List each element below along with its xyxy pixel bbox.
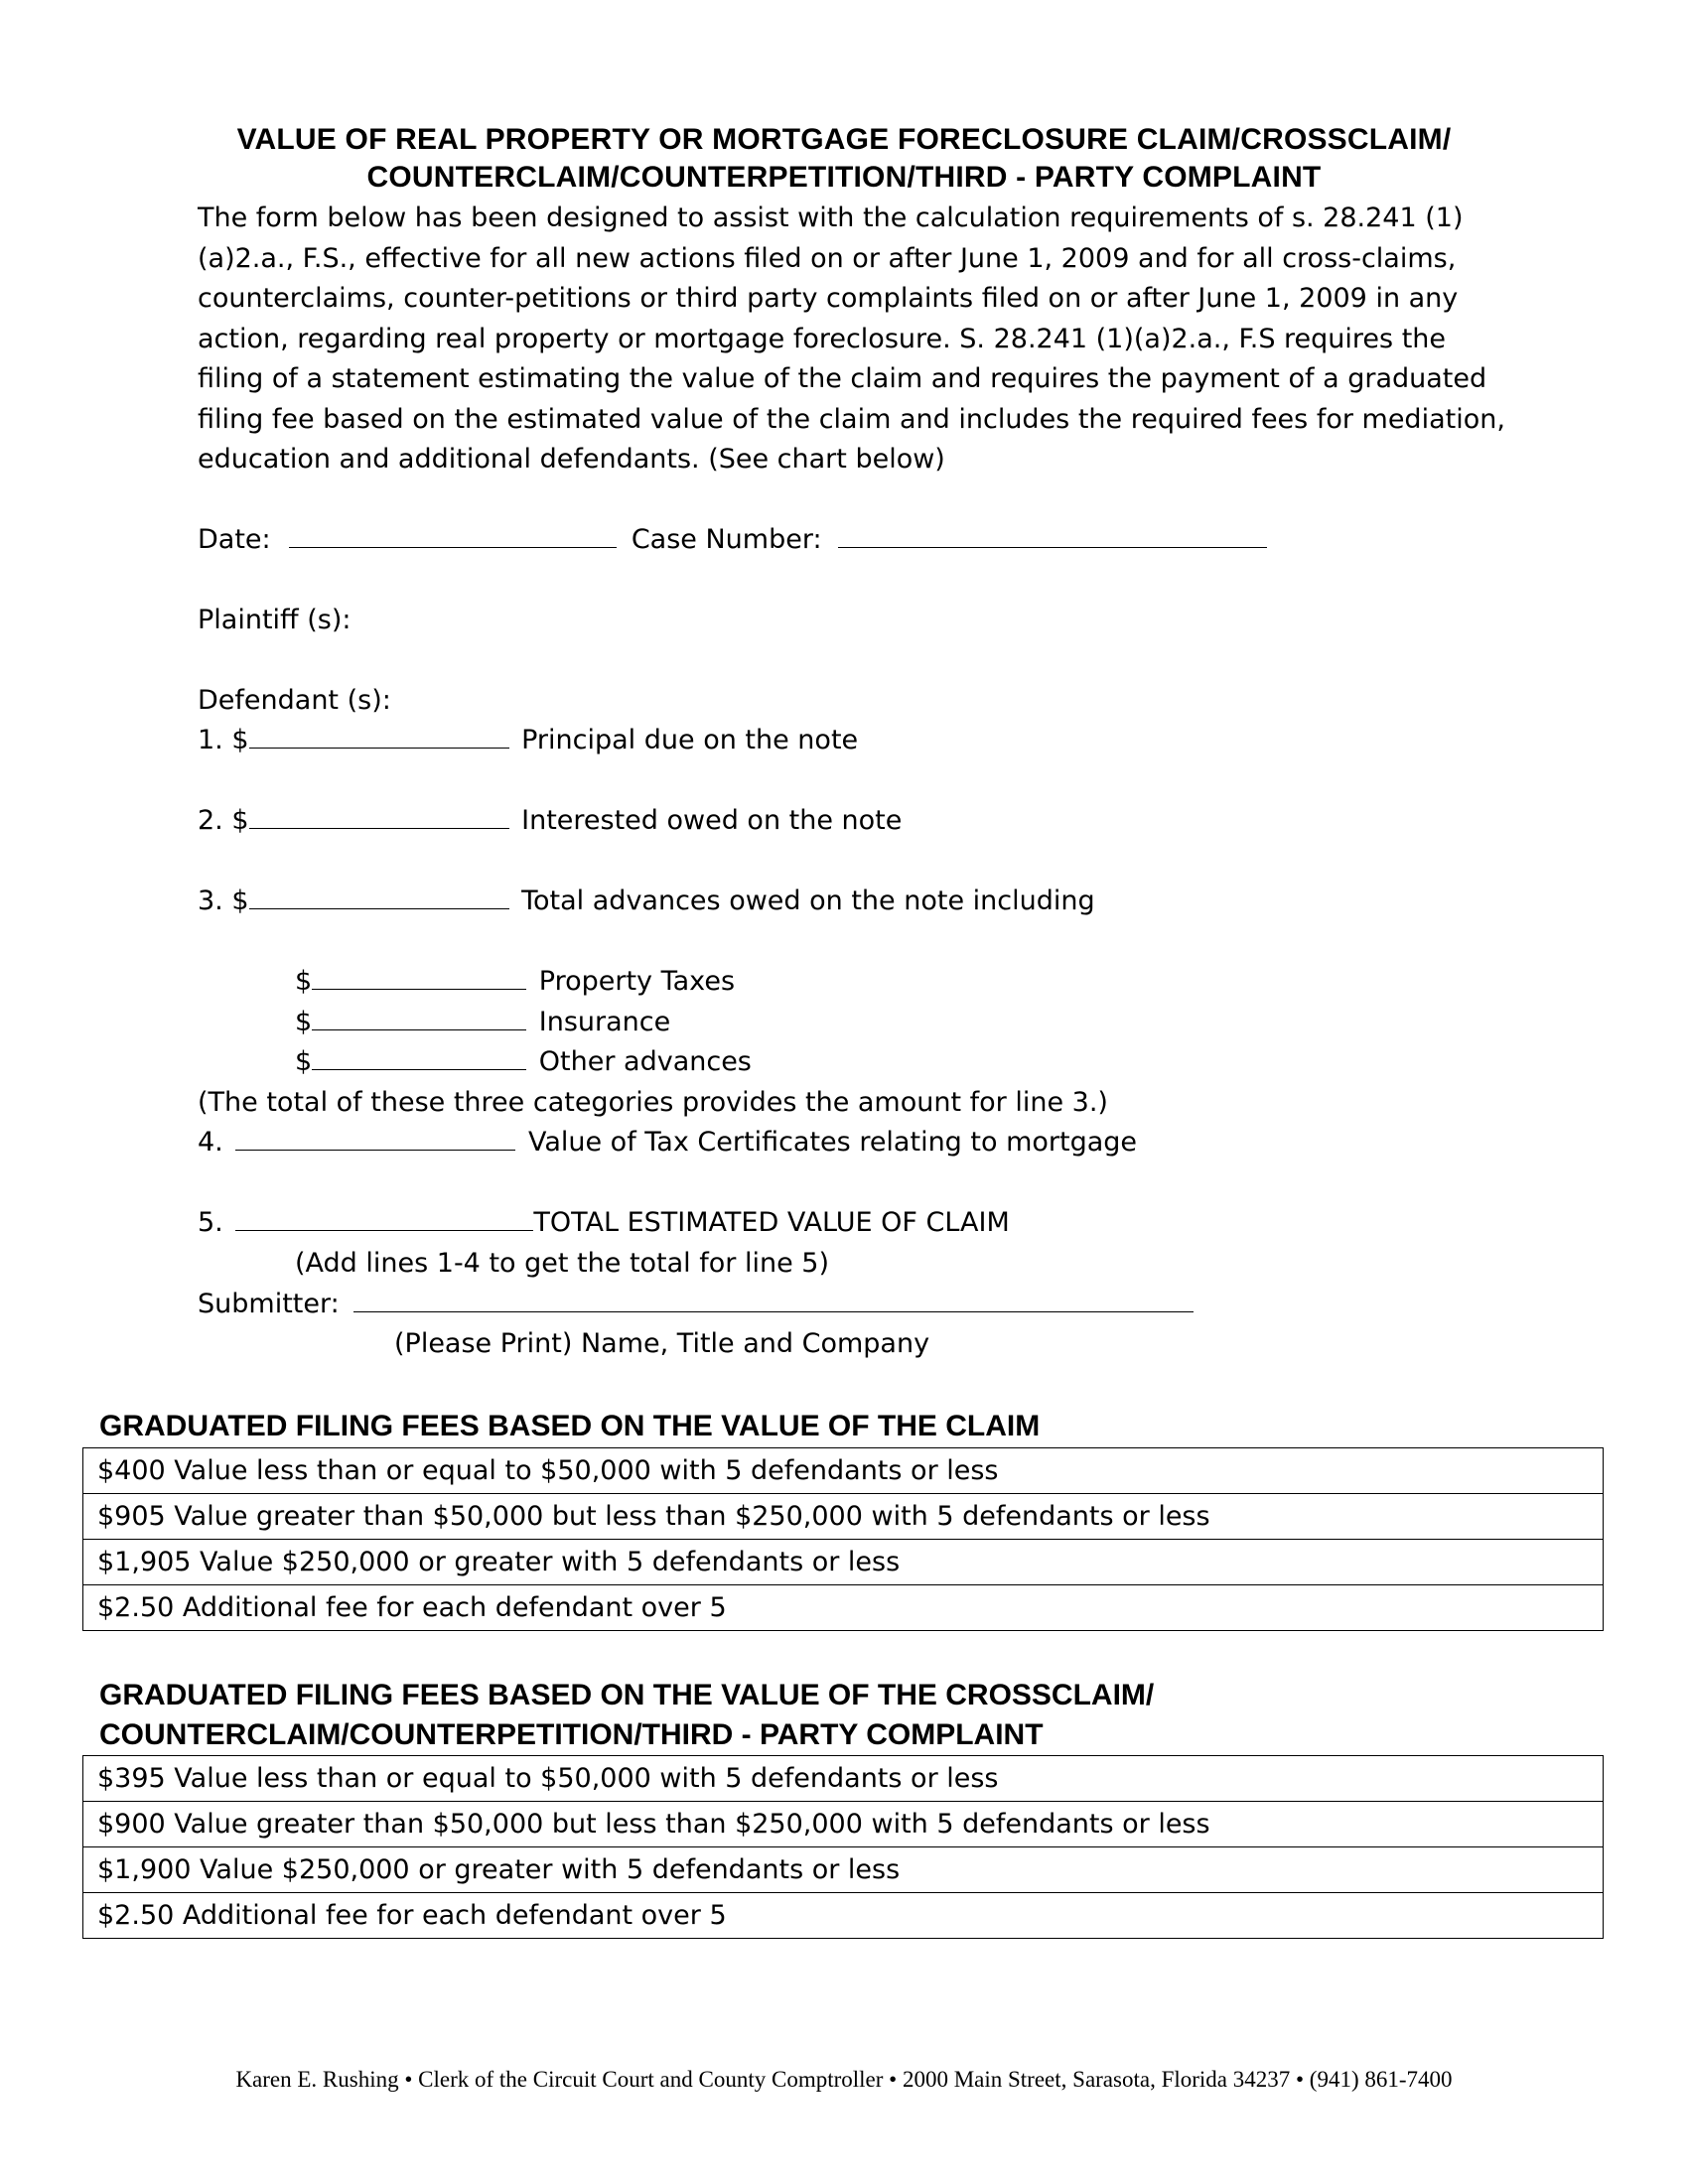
- total-value-field[interactable]: [235, 1204, 533, 1231]
- line-5-note: (Add lines 1-4 to get the total for line 5): [295, 1248, 829, 1279]
- cross-fees-heading-line-1: GRADUATED FILING FEES BASED ON THE VALUE OF THE CROSSCLAIM/: [99, 1679, 1155, 1711]
- advances-amount-field[interactable]: [249, 883, 509, 909]
- fee-cell: $900 Value greater than $50,000 but less than $250,000 with 5 defendants or less: [83, 1802, 1604, 1847]
- line-3-label: Total advances owed on the note including: [521, 886, 1095, 916]
- submitter-row: [198, 1285, 1194, 1325]
- fee-cell: $400 Value less than or equal to $50,000 with 5 defendants or less: [83, 1448, 1604, 1494]
- line-1-row: [198, 721, 858, 761]
- form-title-line-2: COUNTERCLAIM/COUNTERPETITION/THIRD - PARTY COMPLAINT: [366, 161, 1322, 194]
- sub-item-other-advances: [295, 1042, 752, 1083]
- line-1-label: Principal due on the note: [521, 725, 859, 755]
- dollar-sign: $: [295, 1046, 313, 1077]
- interest-amount-field[interactable]: [249, 802, 509, 829]
- fee-cell: $2.50 Additional fee for each defendant over 5: [83, 1893, 1604, 1939]
- line-5-label: TOTAL ESTIMATED VALUE OF CLAIM: [533, 1207, 1010, 1238]
- line-4-number: 4.: [198, 1127, 223, 1158]
- table-row: [83, 1494, 1604, 1540]
- line-5-number: 5.: [198, 1207, 223, 1238]
- submitter-label: Submitter:: [198, 1289, 340, 1319]
- table-row: [83, 1893, 1604, 1939]
- cross-fees-table: [82, 1755, 1604, 1939]
- sub-item-property-taxes: [295, 962, 735, 1003]
- fee-cell: $395 Value less than or equal to $50,000 with 5 defendants or less: [83, 1756, 1604, 1802]
- submitter-field[interactable]: [353, 1286, 1194, 1312]
- case-number-field[interactable]: [838, 521, 1267, 548]
- line-2-label: Interested owed on the note: [521, 805, 903, 836]
- plaintiff-label: Plaintiff (s):: [198, 605, 352, 635]
- line-1-number: 1. $: [198, 725, 249, 755]
- fee-cell: $1,900 Value $250,000 or greater with 5 defendants or less: [83, 1847, 1604, 1893]
- fee-cell: $1,905 Value $250,000 or greater with 5 defendants or less: [83, 1540, 1604, 1585]
- claim-fees-table: [82, 1447, 1604, 1631]
- page-footer: Karen E. Rushing • Clerk of the Circuit Court and County Comptroller • 2000 Main Street, Sarasota, Florida 34237 • (941) 861-7400: [235, 2067, 1453, 2092]
- line-3-number: 3. $: [198, 886, 249, 916]
- line-5-row: [198, 1203, 1010, 1244]
- table-row: [83, 1756, 1604, 1802]
- line-4-label: Value of Tax Certificates relating to mortgage: [527, 1127, 1138, 1158]
- date-label: Date:: [198, 524, 271, 555]
- principal-amount-field[interactable]: [249, 722, 509, 749]
- case-number-label: Case Number:: [631, 524, 822, 555]
- line-2-number: 2. $: [198, 805, 249, 836]
- table-row: [83, 1847, 1604, 1893]
- form-title-line-1: VALUE OF REAL PROPERTY OR MORTGAGE FORECLOSURE CLAIM/CROSSCLAIM/: [236, 123, 1452, 156]
- other-advances-label: Other advances: [538, 1046, 752, 1077]
- date-case-row: [198, 520, 1267, 561]
- sub-item-insurance: [295, 1003, 670, 1043]
- fee-cell: $2.50 Additional fee for each defendant over 5: [83, 1585, 1604, 1631]
- other-advances-field[interactable]: [312, 1043, 526, 1070]
- date-field[interactable]: [289, 521, 617, 548]
- property-taxes-label: Property Taxes: [538, 966, 736, 997]
- table-row: [83, 1585, 1604, 1631]
- table-row: [83, 1448, 1604, 1494]
- claim-fees-heading: GRADUATED FILING FEES BASED ON THE VALUE OF THE CLAIM: [99, 1410, 1041, 1442]
- insurance-label: Insurance: [538, 1007, 671, 1037]
- line-2-row: [198, 801, 902, 842]
- property-taxes-field[interactable]: [312, 963, 526, 990]
- insurance-field[interactable]: [312, 1004, 526, 1030]
- table-row: [83, 1802, 1604, 1847]
- cross-fees-heading-line-2: COUNTERCLAIM/COUNTERPETITION/THIRD - PARTY COMPLAINT: [99, 1718, 1044, 1751]
- line-3-row: [198, 882, 1095, 922]
- dollar-sign: $: [295, 1007, 313, 1037]
- defendant-label: Defendant (s):: [198, 685, 391, 716]
- fee-cell: $905 Value greater than $50,000 but less than $250,000 with 5 defendants or less: [83, 1494, 1604, 1540]
- line-4-row: [198, 1123, 1137, 1163]
- intro-paragraph: The form below has been designed to assist with the calculation requirements of s. 28.241 (1)(a)2.a., F.S., effective for all new actions filed on or after June 1, 2009 and for all cross-claims, counterclaims, counter-petitions or third party complaints filed on or after June 1, 2009 in any action, regarding real property or mortgage foreclosure. S. 28.241 (1)(a)2.a., F.S requires the filing of a statement estimating the value of the claim and requires the payment of a graduated filing fee based on the estimated value of the claim and includes the required fees for mediation, education and additional defendants. (See chart below): [198, 203, 1505, 475]
- table-row: [83, 1540, 1604, 1585]
- dollar-sign: $: [295, 966, 313, 997]
- submitter-note: (Please Print) Name, Title and Company: [394, 1328, 930, 1359]
- sub-items-note: (The total of these three categories provides the amount for line 3.): [198, 1087, 1108, 1118]
- tax-certificates-field[interactable]: [235, 1124, 515, 1151]
